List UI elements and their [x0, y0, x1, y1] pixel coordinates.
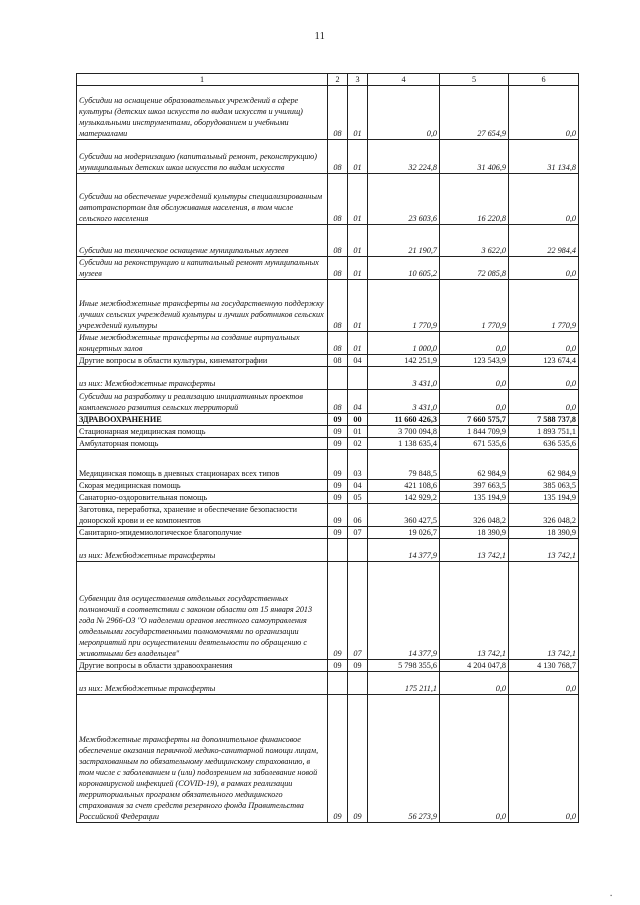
cell-name: Субсидии на реконструкцию и капитальный ремонт муниципальных музеев — [77, 257, 328, 280]
cell-value-year2: 0,0 — [440, 390, 509, 414]
cell-value-year3: 1 770,9 — [509, 280, 579, 332]
cell-value-year1: 1 000,0 — [368, 332, 440, 355]
cell-podrazdel: 01 — [348, 225, 368, 257]
cell-razdel: 09 — [328, 426, 348, 438]
header-col-year2: 5 — [440, 74, 509, 86]
cell-podrazdel: 01 — [348, 174, 368, 225]
cell-podrazdel: 01 — [348, 140, 368, 174]
cell-value-year3: 0,0 — [509, 332, 579, 355]
cell-podrazdel: 03 — [348, 450, 368, 480]
cell-name: Заготовка, переработка, хранение и обеспечение безопасности донорской крови и ее компонентов — [77, 504, 328, 527]
cell-value-year2: 13 742,1 — [440, 562, 509, 660]
cell-name: Субсидии на модернизацию (капитальный ремонт, реконструкцию) муниципальных детских школ искусств по видам искусств — [77, 140, 328, 174]
cell-value-year1: 5 798 355,6 — [368, 660, 440, 672]
cell-name: из них: Межбюджетные трансферты — [77, 672, 328, 695]
table-row — [77, 332, 579, 355]
cell-value-year2: 1 844 709,9 — [440, 426, 509, 438]
table-row — [77, 174, 579, 225]
cell-value-year3: 636 535,6 — [509, 438, 579, 450]
cell-value-year1: 3 700 094,8 — [368, 426, 440, 438]
cell-value-year3: 135 194,9 — [509, 492, 579, 504]
cell-name: Другие вопросы в области здравоохранения — [77, 660, 328, 672]
cell-value-year1: 175 211,1 — [368, 672, 440, 695]
cell-value-year1: 10 605,2 — [368, 257, 440, 280]
cell-value-year3: 0,0 — [509, 86, 579, 140]
cell-razdel: 08 — [328, 332, 348, 355]
cell-value-year1: 142 251,9 — [368, 355, 440, 367]
header-col-year1: 4 — [368, 74, 440, 86]
cell-name: Другие вопросы в области культуры, кинематографии — [77, 355, 328, 367]
cell-value-year2: 0,0 — [440, 367, 509, 390]
cell-name: Межбюджетные трансферты на дополнительное финансовое обеспечение оказания первичной медико-санитарной помощи лицам, застрахованным по обязательному медицинскому страхованию, в том числе с заболеванием и (или) подозрением на заболевание новой коронавирусной инфекцией (COVID-19), в рамках реализации территориальных программ обязательного медицинского страхования за счет средств резервного фонда Правительства Российской Федерации — [77, 695, 328, 823]
cell-podrazdel — [348, 672, 368, 695]
cell-value-year1: 21 190,7 — [368, 225, 440, 257]
table-row — [77, 492, 579, 504]
cell-value-year2: 123 543,9 — [440, 355, 509, 367]
cell-name: Субсидии на оснащение образовательных учреждений в сфере культуры (детских школ искусств по видам искусств и училищ) музыкальными инструментами, оборудованием и учебными материалами — [77, 86, 328, 140]
cell-name: Субсидии на разработку и реализацию инициативных проектов комплексного развития сельских территорий — [77, 390, 328, 414]
cell-razdel: 09 — [328, 438, 348, 450]
cell-value-year1: 56 273,9 — [368, 695, 440, 823]
cell-value-year2: 4 204 047,8 — [440, 660, 509, 672]
cell-value-year2: 0,0 — [440, 695, 509, 823]
cell-value-year1: 3 431,0 — [368, 367, 440, 390]
cell-name: из них: Межбюджетные трансферты — [77, 367, 328, 390]
cell-name: Субвенции для осуществления отдельных государственных полномочий в соответствии с законом области от 15 января 2013 года № 2966-ОЗ "О наделении органов местного самоуправления отдельными государственными полномочиями по организации мероприятий при осуществлении деятельности по обращению с животными без владельцев" — [77, 562, 328, 660]
cell-podrazdel: 04 — [348, 355, 368, 367]
table-row — [77, 367, 579, 390]
cell-value-year3: 31 134,8 — [509, 140, 579, 174]
table-row — [77, 355, 579, 367]
cell-name: Субсидии на техническое оснащение муниципальных музеев — [77, 225, 328, 257]
cell-podrazdel: 09 — [348, 695, 368, 823]
table-row — [77, 504, 579, 527]
cell-razdel: 08 — [328, 86, 348, 140]
cell-razdel: 09 — [328, 695, 348, 823]
cell-value-year3: 7 588 737,8 — [509, 414, 579, 426]
cell-name: Амбулаторная помощь — [77, 438, 328, 450]
cell-value-year2: 16 220,8 — [440, 174, 509, 225]
cell-value-year3: 13 742,1 — [509, 562, 579, 660]
cell-value-year3: 0,0 — [509, 257, 579, 280]
cell-razdel: 08 — [328, 355, 348, 367]
table-row — [77, 426, 579, 438]
table-row — [77, 257, 579, 280]
cell-value-year2: 326 048,2 — [440, 504, 509, 527]
cell-value-year2: 18 390,9 — [440, 527, 509, 539]
header-col-name: 1 — [77, 74, 328, 86]
cell-value-year1: 19 026,7 — [368, 527, 440, 539]
cell-value-year3: 1 893 751,1 — [509, 426, 579, 438]
cell-razdel: 09 — [328, 480, 348, 492]
cell-name: Медицинская помощь в дневных стационарах всех типов — [77, 450, 328, 480]
cell-value-year2: 0,0 — [440, 332, 509, 355]
cell-razdel — [328, 539, 348, 562]
cell-value-year1: 23 603,6 — [368, 174, 440, 225]
cell-podrazdel: 04 — [348, 390, 368, 414]
table-row — [77, 480, 579, 492]
cell-value-year2: 31 406,9 — [440, 140, 509, 174]
cell-razdel: 09 — [328, 492, 348, 504]
cell-razdel: 08 — [328, 140, 348, 174]
cell-razdel: 08 — [328, 390, 348, 414]
table-row — [77, 414, 579, 426]
cell-podrazdel: 07 — [348, 562, 368, 660]
cell-podrazdel: 01 — [348, 86, 368, 140]
cell-razdel: 08 — [328, 225, 348, 257]
cell-value-year2: 671 535,6 — [440, 438, 509, 450]
cell-value-year2: 62 984,9 — [440, 450, 509, 480]
cell-podrazdel: 01 — [348, 280, 368, 332]
cell-podrazdel: 04 — [348, 480, 368, 492]
cell-razdel: 08 — [328, 174, 348, 225]
cell-podrazdel: 09 — [348, 660, 368, 672]
table-row — [77, 280, 579, 332]
header-col-razdel: 2 — [328, 74, 348, 86]
header-col-podrazdel: 3 — [348, 74, 368, 86]
cell-razdel: 09 — [328, 660, 348, 672]
cell-value-year1: 14 377,9 — [368, 562, 440, 660]
cell-podrazdel: 00 — [348, 414, 368, 426]
cell-podrazdel: 01 — [348, 257, 368, 280]
cell-razdel — [328, 672, 348, 695]
cell-name: Скорая медицинская помощь — [77, 480, 328, 492]
cell-name: Санаторно-оздоровительная помощь — [77, 492, 328, 504]
cell-razdel: 09 — [328, 562, 348, 660]
page-number: 11 — [314, 31, 326, 42]
cell-value-year3: 123 674,4 — [509, 355, 579, 367]
cell-razdel: 09 — [328, 504, 348, 527]
cell-value-year1: 14 377,9 — [368, 539, 440, 562]
cell-value-year1: 1 138 635,4 — [368, 438, 440, 450]
cell-podrazdel: 05 — [348, 492, 368, 504]
table-row — [77, 527, 579, 539]
cell-value-year3: 22 984,4 — [509, 225, 579, 257]
table-row — [77, 695, 579, 823]
cell-value-year2: 7 660 575,7 — [440, 414, 509, 426]
cell-value-year3: 0,0 — [509, 695, 579, 823]
cell-value-year1: 11 660 426,3 — [368, 414, 440, 426]
cell-name: Иные межбюджетные трансферты на государственную поддержку лучших сельских учреждений культуры и лучших работников сельских учреждений культуры — [77, 280, 328, 332]
cell-name: ЗДРАВООХРАНЕНИЕ — [77, 414, 328, 426]
cell-podrazdel: 07 — [348, 527, 368, 539]
cell-value-year1: 32 224,8 — [368, 140, 440, 174]
cell-podrazdel: 02 — [348, 438, 368, 450]
cell-razdel: 08 — [328, 280, 348, 332]
cell-value-year3: 0,0 — [509, 174, 579, 225]
cell-value-year2: 135 194,9 — [440, 492, 509, 504]
cell-value-year3: 62 984,9 — [509, 450, 579, 480]
cell-value-year3: 326 048,2 — [509, 504, 579, 527]
header-col-year3: 6 — [509, 74, 579, 86]
table-row — [77, 86, 579, 140]
cell-value-year1: 79 848,5 — [368, 450, 440, 480]
cell-value-year1: 421 108,6 — [368, 480, 440, 492]
table-row — [77, 450, 579, 480]
cell-value-year3: 4 130 768,7 — [509, 660, 579, 672]
cell-value-year2: 3 622,0 — [440, 225, 509, 257]
cell-podrazdel: 01 — [348, 332, 368, 355]
cell-value-year2: 0,0 — [440, 672, 509, 695]
table-row — [77, 140, 579, 174]
cell-value-year2: 13 742,1 — [440, 539, 509, 562]
cell-podrazdel: 06 — [348, 504, 368, 527]
cell-value-year3: 0,0 — [509, 367, 579, 390]
cell-name: Санитарно-эпидемиологическое благополучие — [77, 527, 328, 539]
table-row — [77, 225, 579, 257]
cell-name: Иные межбюджетные трансферты на создание виртуальных концертных залов — [77, 332, 328, 355]
cell-podrazdel: 01 — [348, 426, 368, 438]
cell-value-year3: 13 742,1 — [509, 539, 579, 562]
cell-value-year1: 142 929,2 — [368, 492, 440, 504]
budget-table — [76, 73, 579, 823]
table-row — [77, 390, 579, 414]
cell-value-year3: 385 063,5 — [509, 480, 579, 492]
table-row — [77, 562, 579, 660]
cell-value-year1: 1 770,9 — [368, 280, 440, 332]
table-header-row — [77, 74, 579, 86]
cell-value-year2: 72 085,8 — [440, 257, 509, 280]
cell-name: из них: Межбюджетные трансферты — [77, 539, 328, 562]
cell-value-year3: 0,0 — [509, 390, 579, 414]
table-row — [77, 672, 579, 695]
cell-podrazdel — [348, 367, 368, 390]
cell-value-year1: 0,0 — [368, 86, 440, 140]
table-row — [77, 660, 579, 672]
cell-razdel: 09 — [328, 414, 348, 426]
cell-razdel: 09 — [328, 527, 348, 539]
cell-value-year1: 360 427,5 — [368, 504, 440, 527]
cell-value-year3: 18 390,9 — [509, 527, 579, 539]
cell-name: Субсидии на обеспечение учреждений культуры специализированным автотранспортом для обслуживания населения, в том числе сельского населения — [77, 174, 328, 225]
cell-podrazdel — [348, 539, 368, 562]
cell-name: Стационарная медицинская помощь — [77, 426, 328, 438]
cell-value-year3: 0,0 — [509, 672, 579, 695]
table-row — [77, 438, 579, 450]
cell-value-year2: 1 770,9 — [440, 280, 509, 332]
table-row — [77, 539, 579, 562]
cell-razdel — [328, 367, 348, 390]
cell-razdel: 08 — [328, 257, 348, 280]
cell-value-year1: 3 431,0 — [368, 390, 440, 414]
cell-razdel: 09 — [328, 450, 348, 480]
scan-corner-mark: ▪ — [610, 893, 612, 899]
cell-value-year2: 397 663,5 — [440, 480, 509, 492]
cell-value-year2: 27 654,9 — [440, 86, 509, 140]
